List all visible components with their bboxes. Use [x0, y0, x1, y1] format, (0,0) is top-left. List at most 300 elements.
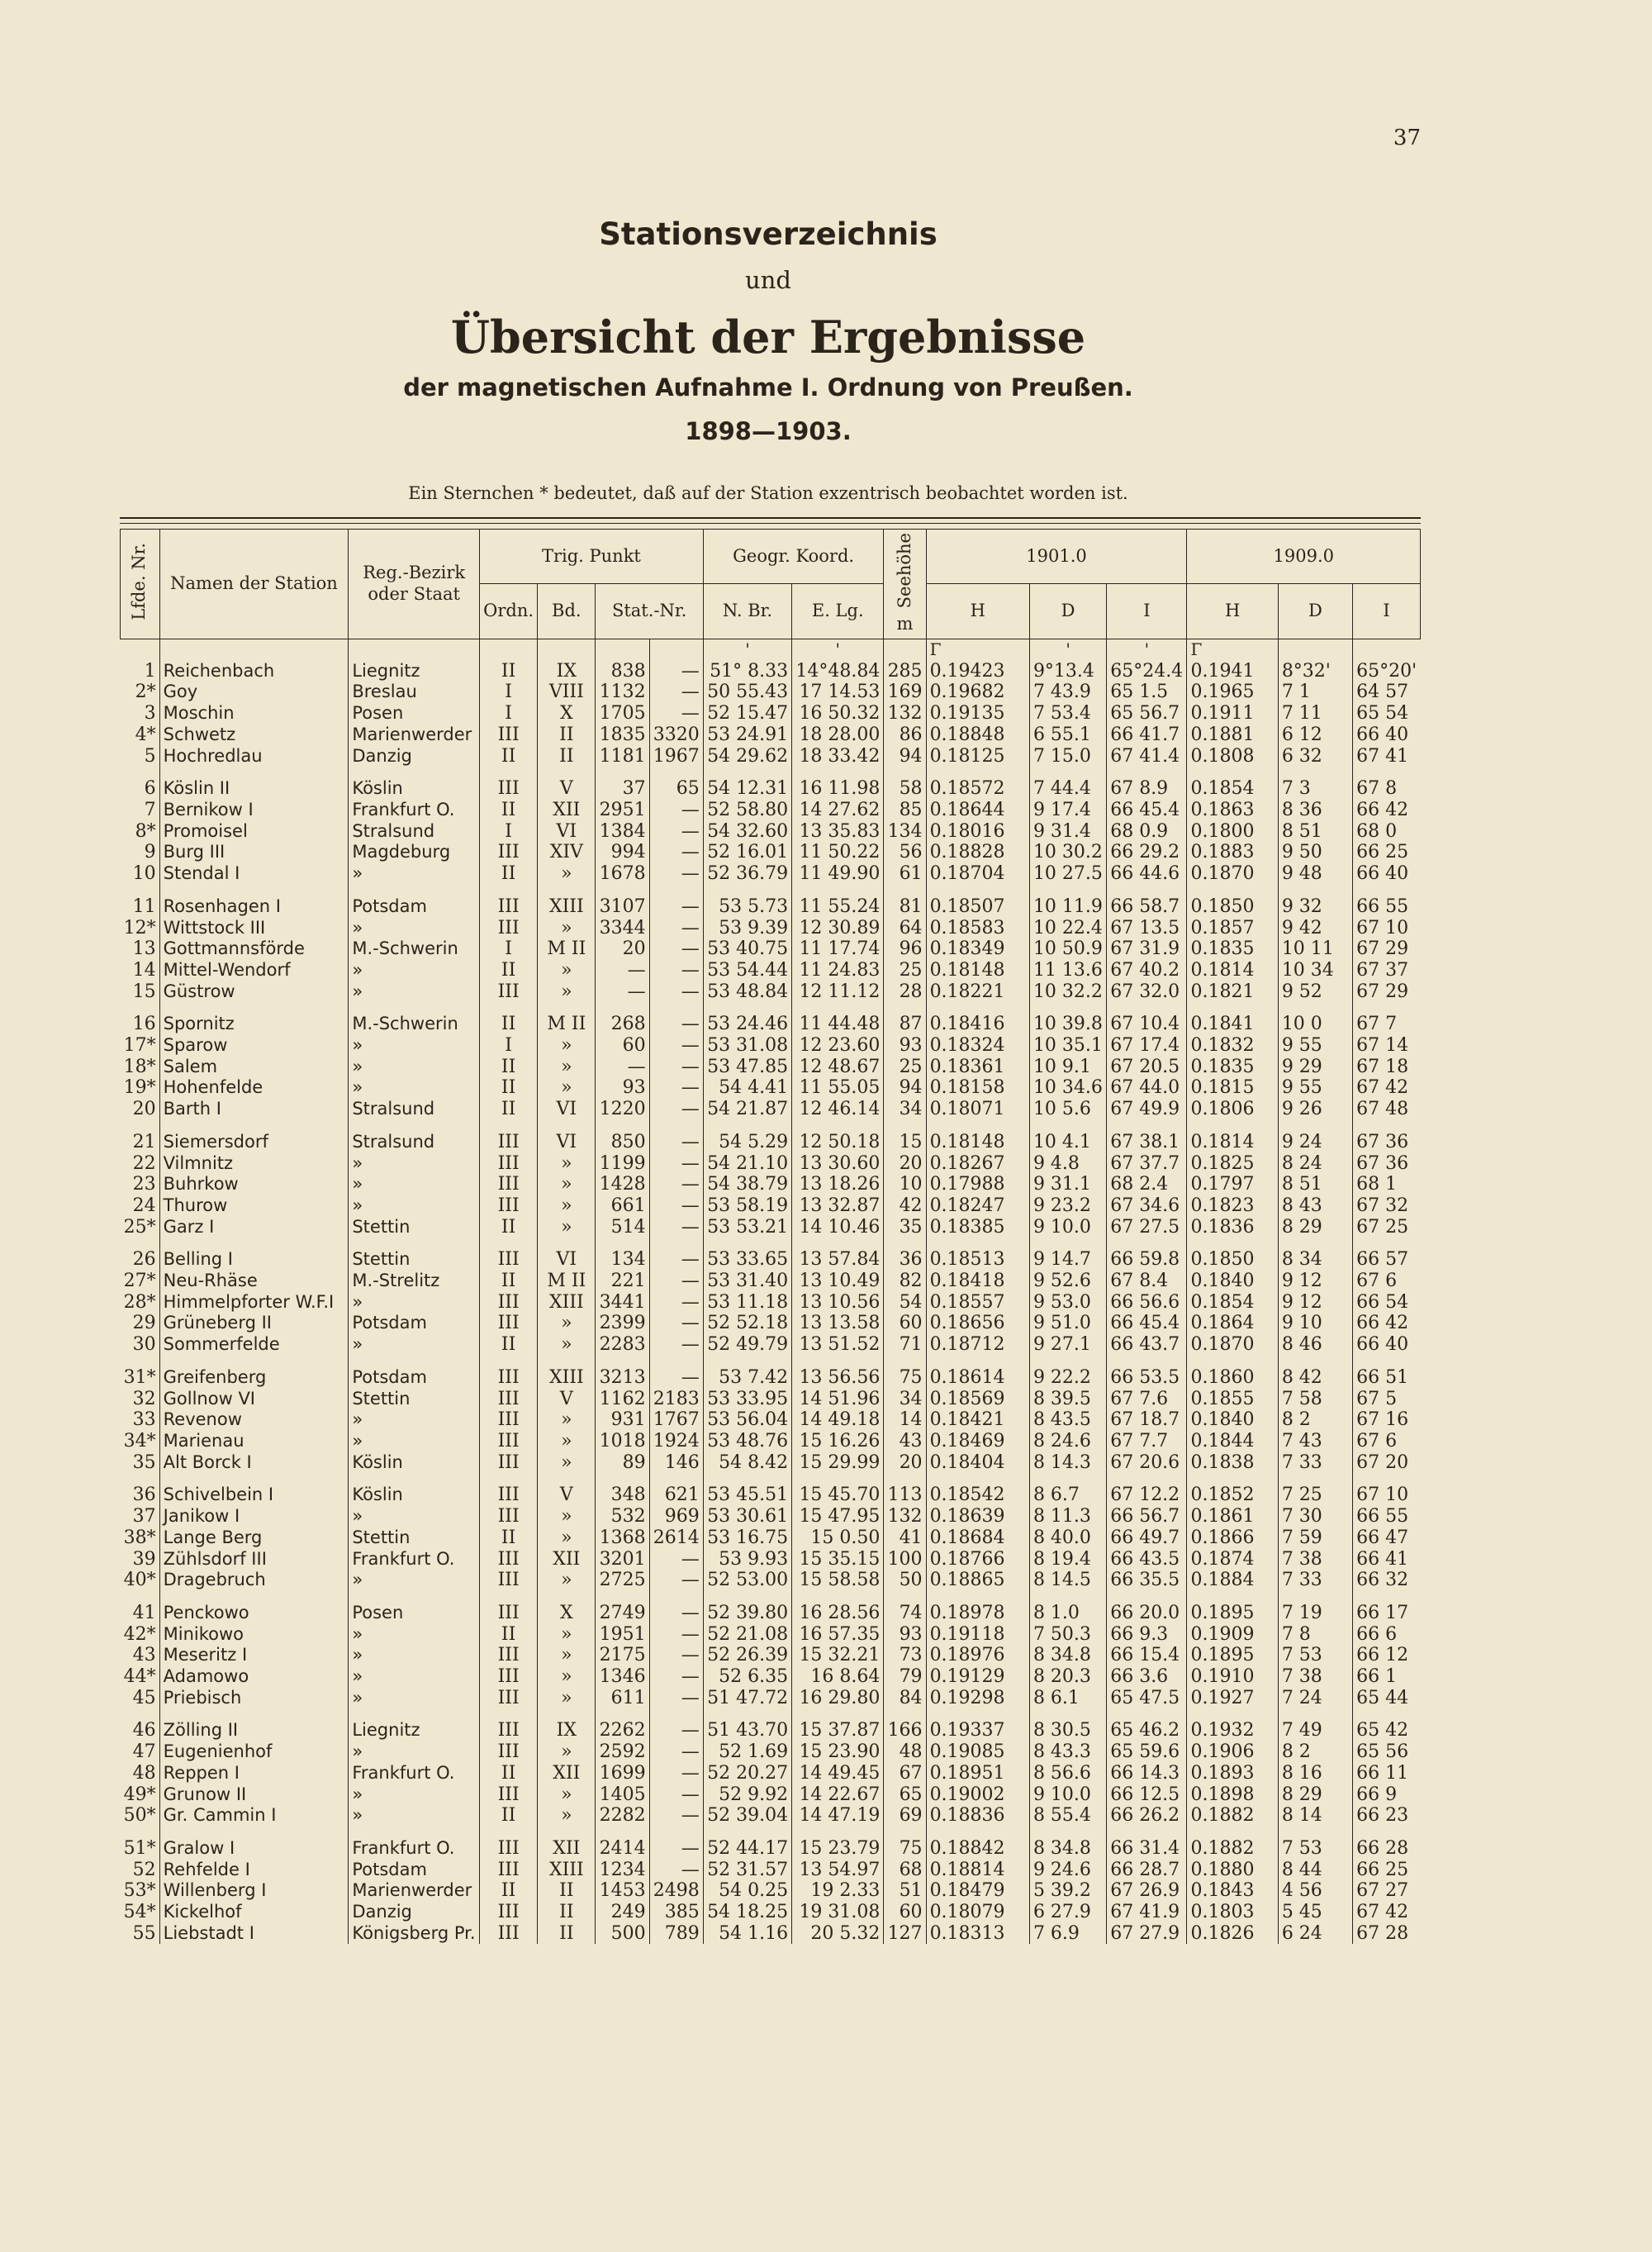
stat-nr-2: 146 — [649, 1452, 703, 1474]
ordn: III — [480, 1784, 538, 1806]
height: 34 — [884, 1099, 926, 1120]
stat-nr-2: 65 — [649, 778, 703, 800]
band: » — [538, 1741, 596, 1763]
i-1901: 68 0.9 — [1107, 821, 1187, 843]
i-1909: 66 12 — [1353, 1645, 1421, 1666]
table-row — [121, 703, 1421, 725]
station-name: Spornitz — [159, 1014, 349, 1035]
bezirk: Stralsund — [349, 821, 480, 843]
stat-nr: 2725 — [596, 1570, 649, 1591]
ordn: III — [480, 842, 538, 863]
i-1909: 67 42 — [1353, 1077, 1421, 1099]
h-1909: 0.1825 — [1187, 1153, 1278, 1175]
east-long: 11 44.48 — [792, 1014, 884, 1035]
bezirk: » — [349, 1409, 480, 1431]
i-1901: 67 8.9 — [1107, 778, 1187, 800]
h-1909: 0.1815 — [1187, 1077, 1278, 1099]
stat-nr: — — [596, 981, 649, 1003]
height: 79 — [884, 1666, 926, 1688]
d-1909: 9 42 — [1278, 918, 1352, 939]
row-number: 3 — [144, 703, 156, 725]
stat-nr: 60 — [596, 1035, 649, 1057]
d-1901: 9 24.6 — [1029, 1860, 1106, 1881]
bezirk: » — [349, 1784, 480, 1806]
h-1909: 0.1863 — [1187, 800, 1278, 821]
i-1901: 67 37.7 — [1107, 1153, 1187, 1175]
bezirk: Danzig — [349, 1902, 480, 1923]
d-1901: 10 27.5 — [1029, 863, 1106, 885]
band: XIII — [538, 1860, 596, 1881]
ordn: II — [480, 1805, 538, 1827]
stat-nr-2: 789 — [649, 1923, 703, 1945]
stat-nr: — — [596, 960, 649, 981]
band: » — [538, 1506, 596, 1527]
height: 96 — [884, 938, 926, 960]
d-1909: 7 59 — [1278, 1527, 1352, 1549]
d-1901: 8 19.4 — [1029, 1549, 1106, 1570]
i-1909: 67 42 — [1353, 1902, 1421, 1923]
h-1909: 0.1866 — [1187, 1527, 1278, 1549]
east-long: 15 32.21 — [792, 1645, 884, 1666]
d-1901: 10 34.6 — [1029, 1077, 1106, 1099]
h-1901: 0.18349 — [926, 938, 1029, 960]
stat-nr-2: — — [649, 1860, 703, 1881]
north-lat: 53 9.39 — [703, 918, 791, 939]
h-1901: 0.18418 — [926, 1271, 1029, 1292]
h-1909: 0.1836 — [1187, 1217, 1278, 1238]
table-row — [121, 1506, 1421, 1527]
table-row — [121, 1645, 1421, 1666]
east-long: 15 0.50 — [792, 1527, 884, 1549]
ordn: II — [480, 1624, 538, 1646]
height: 65 — [884, 1784, 926, 1806]
i-1909: 67 27 — [1353, 1880, 1421, 1902]
h-1901: 0.18572 — [926, 778, 1029, 800]
height: 25 — [884, 1057, 926, 1078]
d-1909: 7 25 — [1278, 1485, 1352, 1506]
stat-nr: 1678 — [596, 863, 649, 885]
d-1909: 7 38 — [1278, 1666, 1352, 1688]
north-lat: 54 4.41 — [703, 1077, 791, 1099]
stat-nr: 1428 — [596, 1174, 649, 1195]
station-name: Promoisel — [159, 821, 349, 843]
north-lat: 54 38.79 — [703, 1174, 791, 1195]
bezirk: Marienwerder — [349, 725, 480, 746]
i-1901: 66 41.7 — [1107, 725, 1187, 746]
station-name: Belling I — [159, 1249, 349, 1271]
d-1909: 8°32' — [1278, 661, 1352, 682]
i-1909: 67 16 — [1353, 1409, 1421, 1431]
h-1909: 0.1909 — [1187, 1624, 1278, 1646]
table-row — [121, 1603, 1421, 1624]
d-1909: 9 32 — [1278, 896, 1352, 918]
band: » — [538, 1570, 596, 1591]
ordn: III — [480, 725, 538, 746]
north-lat: 52 21.08 — [703, 1624, 791, 1646]
i-1901: 67 27.5 — [1107, 1217, 1187, 1238]
height: 69 — [884, 1805, 926, 1827]
d-1909: 9 26 — [1278, 1099, 1352, 1120]
d-1909: 10 0 — [1278, 1014, 1352, 1035]
stat-nr: 1162 — [596, 1389, 649, 1410]
stat-nr: 348 — [596, 1485, 649, 1506]
ordn: III — [480, 1860, 538, 1881]
d-1909: 9 12 — [1278, 1271, 1352, 1292]
i-1909: 66 40 — [1353, 725, 1421, 746]
table-row — [121, 1409, 1421, 1431]
height: 127 — [884, 1923, 926, 1945]
i-1901: 68 2.4 — [1107, 1174, 1187, 1195]
stat-nr-2: — — [649, 1271, 703, 1292]
stat-nr-2: — — [649, 1153, 703, 1175]
station-name: Willenberg I — [159, 1880, 349, 1902]
title-line-1: Stationsverzeichnis — [599, 216, 938, 252]
height: 132 — [884, 1506, 926, 1527]
i-1909: 67 29 — [1353, 981, 1421, 1003]
ordn: III — [480, 1389, 538, 1410]
table-row — [121, 1132, 1421, 1153]
table-row — [121, 1249, 1421, 1271]
d-1901: 8 55.4 — [1029, 1805, 1106, 1827]
band: » — [538, 1805, 596, 1827]
h-1909: 0.1823 — [1187, 1195, 1278, 1217]
d-1901: 10 5.6 — [1029, 1099, 1106, 1120]
row-number: 28* — [123, 1291, 156, 1313]
ordn: III — [480, 1902, 538, 1923]
table-row — [121, 1014, 1421, 1035]
stat-nr: 1405 — [596, 1784, 649, 1806]
table-row — [121, 1902, 1421, 1923]
table-row — [121, 1624, 1421, 1646]
height: 93 — [884, 1624, 926, 1646]
east-long: 14 10.46 — [792, 1217, 884, 1238]
north-lat: 52 39.04 — [703, 1805, 791, 1827]
north-lat: 51 43.70 — [703, 1720, 791, 1741]
unit-elg: ' — [792, 639, 884, 661]
d-1901: 8 1.0 — [1029, 1603, 1106, 1624]
header-d-1909: D — [1278, 584, 1352, 639]
row-number: 5 — [144, 745, 156, 767]
band: VI — [538, 1099, 596, 1120]
i-1909: 66 17 — [1353, 1603, 1421, 1624]
ordn: II — [480, 1880, 538, 1902]
d-1901: 9 14.7 — [1029, 1249, 1106, 1271]
d-1901: 5 39.2 — [1029, 1880, 1106, 1902]
row-number: 20 — [132, 1099, 156, 1120]
row-number: 53* — [123, 1880, 156, 1902]
h-1909: 0.1883 — [1187, 842, 1278, 863]
height: 166 — [884, 1720, 926, 1741]
d-1909: 8 2 — [1278, 1741, 1352, 1763]
band: » — [538, 1195, 596, 1217]
north-lat: 53 48.76 — [703, 1431, 791, 1452]
bezirk: Potsdam — [349, 896, 480, 918]
row-number: 52 — [132, 1859, 156, 1880]
bezirk: Posen — [349, 1603, 480, 1624]
station-name: Gottmannsförde — [159, 938, 349, 960]
ordn: III — [480, 1666, 538, 1688]
h-1909: 0.1844 — [1187, 1431, 1278, 1452]
station-name: Greifenberg — [159, 1367, 349, 1389]
i-1909: 66 11 — [1353, 1763, 1421, 1784]
north-lat: 53 40.75 — [703, 938, 791, 960]
d-1901: 9 23.2 — [1029, 1195, 1106, 1217]
row-gap — [121, 1356, 1421, 1367]
i-1909: 67 7 — [1353, 1014, 1421, 1035]
band: » — [538, 960, 596, 981]
h-1909: 0.1806 — [1187, 1099, 1278, 1120]
band: V — [538, 778, 596, 800]
header-seehoehe: Seehöhe m — [884, 530, 926, 639]
i-1901: 67 27.9 — [1107, 1923, 1187, 1945]
station-name: Siemersdorf — [159, 1132, 349, 1153]
stat-nr-2: 1967 — [649, 746, 703, 767]
i-1901: 66 15.4 — [1107, 1645, 1187, 1666]
d-1909: 8 2 — [1278, 1409, 1352, 1431]
ordn: III — [480, 1195, 538, 1217]
east-long: 13 57.84 — [792, 1249, 884, 1271]
station-table — [120, 529, 1421, 1944]
h-1909: 0.1880 — [1187, 1860, 1278, 1881]
station-name: Güstrow — [159, 981, 349, 1003]
stat-nr: 20 — [596, 938, 649, 960]
d-1909: 8 34 — [1278, 1249, 1352, 1271]
h-1901: 0.18324 — [926, 1035, 1029, 1057]
bezirk: Stralsund — [349, 1132, 480, 1153]
h-1901: 0.19118 — [926, 1624, 1029, 1646]
table-row — [121, 981, 1421, 1003]
stat-nr: 1181 — [596, 746, 649, 767]
h-1901: 0.18836 — [926, 1805, 1029, 1827]
h-1901: 0.18848 — [926, 725, 1029, 746]
table-row — [121, 1367, 1421, 1389]
east-long: 12 11.12 — [792, 981, 884, 1003]
h-1909: 0.1808 — [1187, 746, 1278, 767]
d-1901: 8 40.0 — [1029, 1527, 1106, 1549]
d-1901: 10 32.2 — [1029, 981, 1106, 1003]
i-1909: 65°20' — [1353, 661, 1421, 682]
stat-nr: 2399 — [596, 1313, 649, 1334]
asterisk-note: Ein Sternchen * bedeutet, daß auf der Station exzentrisch beobachtet worden ist. — [408, 483, 1128, 503]
i-1909: 67 41 — [1353, 746, 1421, 767]
east-long: 14°48.84 — [792, 661, 884, 682]
d-1901: 6 55.1 — [1029, 725, 1106, 746]
h-1901: 0.18704 — [926, 863, 1029, 885]
row-number: 32 — [132, 1388, 156, 1409]
east-long: 15 23.79 — [792, 1838, 884, 1860]
d-1901: 9 10.0 — [1029, 1217, 1106, 1238]
title-line-2: und — [745, 266, 791, 294]
d-1909: 8 43 — [1278, 1195, 1352, 1217]
station-name: Köslin II — [159, 778, 349, 800]
i-1909: 65 42 — [1353, 1720, 1421, 1741]
height: 132 — [884, 703, 926, 725]
top-rule — [120, 517, 1421, 519]
table-row — [121, 800, 1421, 821]
row-number: 21 — [132, 1131, 156, 1152]
d-1901: 9 27.1 — [1029, 1334, 1106, 1356]
height: 113 — [884, 1485, 926, 1506]
i-1901: 66 12.5 — [1107, 1784, 1187, 1806]
h-1901: 0.18221 — [926, 981, 1029, 1003]
stat-nr-2: — — [649, 842, 703, 863]
band: XII — [538, 1838, 596, 1860]
table-row — [121, 1838, 1421, 1860]
bezirk: Köslin — [349, 778, 480, 800]
north-lat: 54 5.29 — [703, 1132, 791, 1153]
east-long: 16 11.98 — [792, 778, 884, 800]
i-1901: 66 3.6 — [1107, 1666, 1187, 1688]
i-1901: 66 31.4 — [1107, 1838, 1187, 1860]
east-long: 15 35.15 — [792, 1549, 884, 1570]
height: 58 — [884, 778, 926, 800]
north-lat: 53 56.04 — [703, 1409, 791, 1431]
d-1909: 7 8 — [1278, 1624, 1352, 1646]
stat-nr-2: 2498 — [649, 1880, 703, 1902]
h-1909: 0.1911 — [1187, 703, 1278, 725]
row-number: 6 — [144, 778, 156, 800]
bezirk: Köslin — [349, 1452, 480, 1474]
bezirk: » — [349, 1506, 480, 1527]
h-1909: 0.1797 — [1187, 1174, 1278, 1195]
station-name: Sparow — [159, 1035, 349, 1057]
h-1909: 0.1852 — [1187, 1485, 1278, 1506]
h-1901: 0.19298 — [926, 1688, 1029, 1709]
ordn: III — [480, 1367, 538, 1389]
h-1909: 0.1857 — [1187, 918, 1278, 939]
bezirk: Potsdam — [349, 1313, 480, 1334]
stat-nr: 1384 — [596, 821, 649, 843]
ordn: I — [480, 682, 538, 703]
d-1901: 9 53.0 — [1029, 1292, 1106, 1314]
d-1901: 10 4.1 — [1029, 1132, 1106, 1153]
stat-nr: 2414 — [596, 1838, 649, 1860]
north-lat: 54 12.31 — [703, 778, 791, 800]
i-1909: 66 32 — [1353, 1570, 1421, 1591]
bezirk: M.-Schwerin — [349, 938, 480, 960]
d-1909: 7 1 — [1278, 682, 1352, 703]
band: V — [538, 1485, 596, 1506]
row-number: 2* — [135, 682, 156, 703]
stat-nr-2: — — [649, 1099, 703, 1120]
i-1909: 65 44 — [1353, 1688, 1421, 1709]
table-row — [121, 863, 1421, 885]
h-1909: 0.1832 — [1187, 1035, 1278, 1057]
stat-nr: 2592 — [596, 1741, 649, 1763]
height: 68 — [884, 1860, 926, 1881]
row-number: 8* — [135, 820, 156, 842]
d-1909: 9 24 — [1278, 1132, 1352, 1153]
table-row — [121, 1217, 1421, 1238]
stat-nr: 2262 — [596, 1720, 649, 1741]
header-i-1909: I — [1353, 584, 1421, 639]
table-row — [121, 1527, 1421, 1549]
stat-nr-2: — — [649, 1132, 703, 1153]
h-1901: 0.18158 — [926, 1077, 1029, 1099]
i-1909: 66 42 — [1353, 800, 1421, 821]
ordn: III — [480, 1688, 538, 1709]
band: XIII — [538, 1292, 596, 1314]
i-1901: 66 56.6 — [1107, 1292, 1187, 1314]
d-1909: 9 55 — [1278, 1077, 1352, 1099]
station-name: Alt Borck I — [159, 1452, 349, 1474]
header-trig: Trig. Punkt — [480, 530, 704, 584]
i-1901: 67 18.7 — [1107, 1409, 1187, 1431]
i-1909: 67 5 — [1353, 1389, 1421, 1410]
i-1901: 65 46.2 — [1107, 1720, 1187, 1741]
i-1901: 67 10.4 — [1107, 1014, 1187, 1035]
station-name: Schwetz — [159, 725, 349, 746]
i-1909: 66 6 — [1353, 1624, 1421, 1646]
h-1909: 0.1860 — [1187, 1367, 1278, 1389]
stat-nr-2: — — [649, 1367, 703, 1389]
h-1909: 0.1840 — [1187, 1271, 1278, 1292]
d-1901: 8 20.3 — [1029, 1666, 1106, 1688]
station-name: Penckowo — [159, 1603, 349, 1624]
row-number: 54* — [123, 1902, 156, 1923]
h-1901: 0.19423 — [926, 661, 1029, 682]
east-long: 13 32.87 — [792, 1195, 884, 1217]
table-row — [121, 1741, 1421, 1763]
east-long: 13 13.58 — [792, 1313, 884, 1334]
i-1901: 65 59.6 — [1107, 1741, 1187, 1763]
row-number: 45 — [132, 1687, 156, 1708]
stat-nr-2: — — [649, 1334, 703, 1356]
row-number: 55 — [132, 1922, 156, 1944]
station-name: Zölling II — [159, 1720, 349, 1741]
bezirk: Liegnitz — [349, 661, 480, 682]
ordn: III — [480, 1485, 538, 1506]
i-1909: 67 25 — [1353, 1217, 1421, 1238]
row-number: 49* — [123, 1784, 156, 1805]
d-1901: 7 44.4 — [1029, 778, 1106, 800]
ordn: I — [480, 1035, 538, 1057]
station-name: Buhrkow — [159, 1174, 349, 1195]
d-1909: 7 30 — [1278, 1506, 1352, 1527]
header-name: Namen der Station — [159, 530, 349, 639]
h-1909: 0.1941 — [1187, 661, 1278, 682]
h-1909: 0.1800 — [1187, 821, 1278, 843]
station-name: Mittel-Wendorf — [159, 960, 349, 981]
d-1901: 8 6.1 — [1029, 1688, 1106, 1709]
ordn: II — [480, 1057, 538, 1078]
stat-nr-2: — — [649, 1763, 703, 1784]
table-row — [121, 1313, 1421, 1334]
h-1901: 0.18542 — [926, 1485, 1029, 1506]
i-1901: 66 20.0 — [1107, 1603, 1187, 1624]
east-long: 19 2.33 — [792, 1880, 884, 1902]
north-lat: 52 58.80 — [703, 800, 791, 821]
station-name: Meseritz I — [159, 1645, 349, 1666]
table-row — [121, 1174, 1421, 1195]
header-i-1901: I — [1107, 584, 1187, 639]
row-number: 41 — [132, 1602, 156, 1623]
row-number: 46 — [132, 1720, 156, 1741]
h-1901: 0.17988 — [926, 1174, 1029, 1195]
h-1909: 0.1870 — [1187, 1334, 1278, 1356]
stat-nr: 1453 — [596, 1880, 649, 1902]
i-1901: 65°24.4 — [1107, 661, 1187, 682]
h-1909: 0.1927 — [1187, 1688, 1278, 1709]
bezirk: » — [349, 1666, 480, 1688]
stat-nr-2: — — [649, 981, 703, 1003]
d-1901: 7 53.4 — [1029, 703, 1106, 725]
ordn: II — [480, 1271, 538, 1292]
row-gap — [121, 1002, 1421, 1014]
height: 87 — [884, 1014, 926, 1035]
east-long: 13 30.60 — [792, 1153, 884, 1175]
band: » — [538, 1077, 596, 1099]
